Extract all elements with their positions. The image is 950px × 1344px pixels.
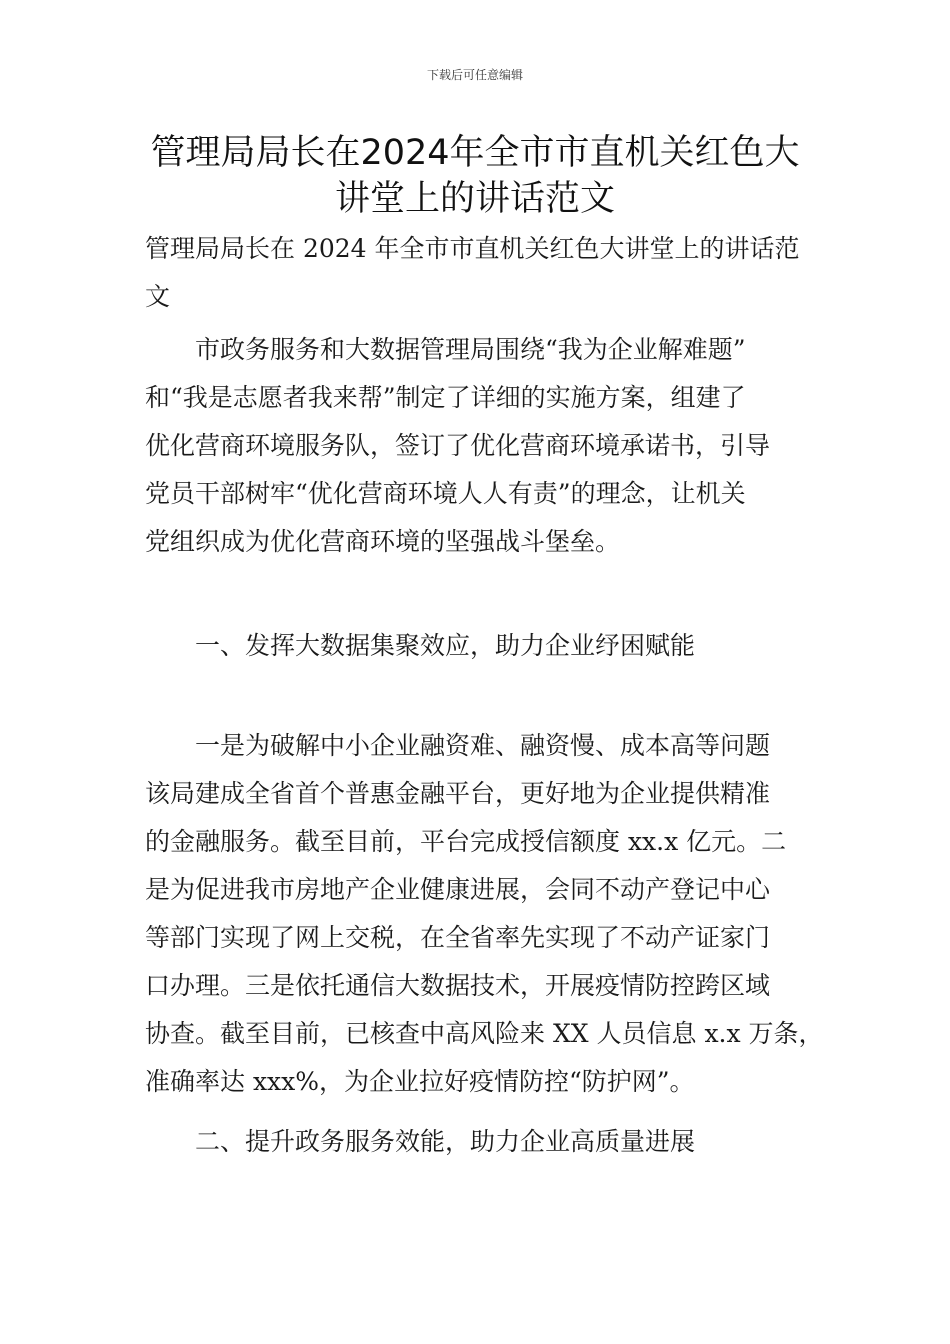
section-2-heading-block (145, 1118, 825, 1166)
paragraph-line: 是为促进我市房地产企业健康进展，会同不动产登记中心 (145, 875, 771, 904)
intro-paragraph (145, 326, 825, 566)
section-1-paragraph (145, 722, 825, 1106)
paragraph-line: 一是为破解中小企业融资难、融资慢、成本高等问题 (145, 731, 771, 760)
section-heading: 二、提升政务服务效能，助力企业高质量进展 (145, 1127, 696, 1156)
paragraph-line: 党组织成为优化营商环境的坚强战斗堡垒。 (145, 527, 621, 556)
section-1-heading-block (145, 622, 825, 670)
paragraph-line: 准确率达 xxx%，为企业拉好疫情防控“防护网”。 (145, 1067, 695, 1096)
paragraph-line: 和“我是志愿者我来帮”制定了详细的实施方案，组建了 (145, 383, 746, 412)
paragraph-line: 口办理。三是依托通信大数据技术，开展疫情防控跨区域 (145, 971, 771, 1000)
paragraph-line: 市政务服务和大数据管理局围绕“我为企业解难题” (145, 335, 746, 364)
paragraph-line: 该局建成全省首个普惠金融平台，更好地为企业提供精准 (145, 779, 771, 808)
section-heading: 一、发挥大数据集聚效应，助力企业纾困赋能 (145, 631, 696, 660)
paragraph-line: 等部门实现了网上交税，在全省率先实现了不动产证家门 (145, 923, 771, 952)
paragraph-line: 党员干部树牢“优化营商环境人人有责”的理念，让机关 (145, 479, 746, 508)
paragraph-line: 文 (145, 282, 171, 311)
paragraph-line: 管理局局长在 2024 年全市市直机关红色大讲堂上的讲话范 (145, 234, 800, 263)
paragraph-line: 优化营商环境服务队，签订了优化营商环境承诺书，引导 (145, 431, 771, 460)
document-title-line-1: 管理局局长在2024年全市市直机关红色大 (150, 133, 800, 173)
paragraph-line: 协查。截至目前，已核查中高风险来 XX 人员信息 x.x 万条， (145, 1019, 824, 1048)
document-title-line-2: 讲堂上的讲话范文 (334, 179, 615, 219)
header-note: 下载后可任意编辑 (426, 68, 523, 82)
paragraph-line: 的金融服务。截至目前，平台完成授信额度 xx.x 亿元。二 (145, 827, 787, 856)
subtitle-paragraph (145, 225, 825, 321)
